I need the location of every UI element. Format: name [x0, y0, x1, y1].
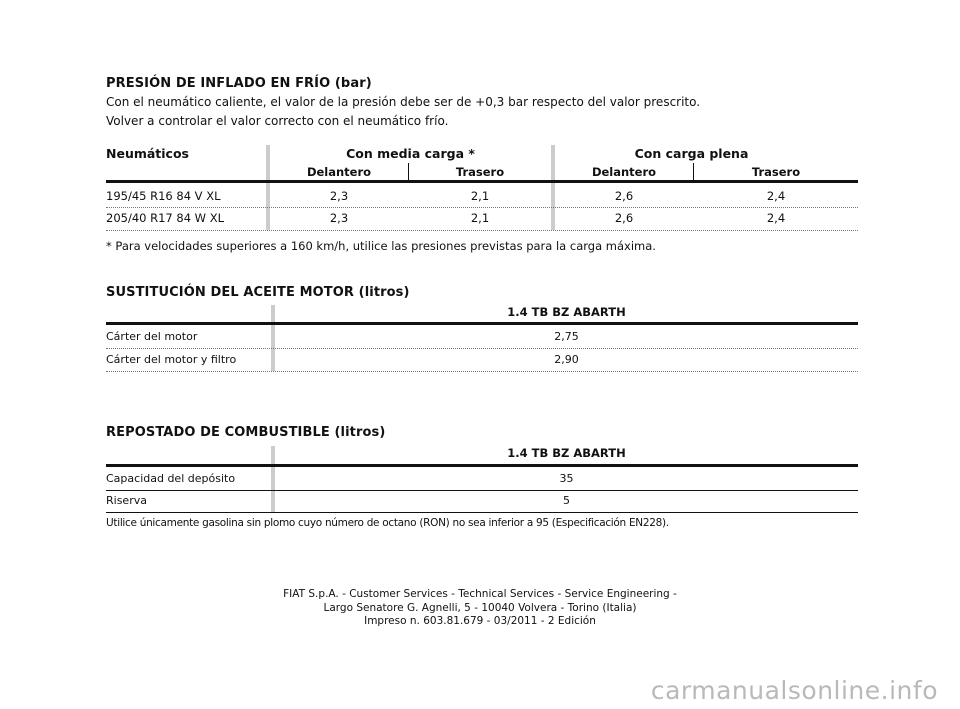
pressure-footnote: * Para velocidades superiores a 160 km/h, utilice las presiones previstas para la carga máxima.: [106, 239, 656, 253]
row-label: Cárter del motor: [106, 330, 198, 343]
header-tyres: Neumáticos: [106, 146, 189, 161]
fuel-title: REPOSTADO DE COMBUSTIBLE (litros): [106, 425, 386, 440]
header-rule: [106, 464, 858, 467]
full-rear-value: 2,4: [766, 189, 786, 203]
header-half-front: Delantero: [306, 165, 372, 179]
header-rule: [106, 180, 858, 183]
row-value: 2,75: [554, 330, 579, 343]
header-half-load: Con media carga *: [346, 146, 475, 161]
header-full-rear: Trasero: [751, 165, 801, 179]
header-half-rear: Trasero: [455, 165, 505, 179]
full-front-value: 2,6: [614, 189, 634, 203]
tyre-size: 205/40 R17 84 W XL: [106, 211, 224, 225]
row-value: 35: [559, 472, 574, 485]
half-rear-value: 2,1: [470, 211, 490, 225]
full-rear-value: 2,4: [766, 211, 786, 225]
half-rear-value: 2,1: [470, 189, 490, 203]
row-value: 5: [563, 494, 570, 507]
row-label: Riserva: [106, 494, 147, 507]
row-label: Capacidad del depósito: [106, 472, 236, 485]
row-divider: [106, 348, 858, 349]
footer-line2: Largo Senatore G. Agnelli, 5 - 10040 Volvera - Torino (Italia): [323, 602, 637, 614]
header-full-load: Con carga plena: [634, 146, 749, 161]
half-front-value: 2,3: [329, 189, 349, 203]
header-full-front: Delantero: [591, 165, 657, 179]
pressure-note-line1: Con el neumático caliente, el valor de la presión debe ser de +0,3 bar respecto del valor prescrito.: [106, 95, 701, 109]
row-divider: [106, 371, 858, 372]
row-value: 2,90: [554, 353, 579, 366]
oil-column-header: 1.4 TB BZ ABARTH: [507, 305, 626, 319]
tyre-size: 195/45 R16 84 V XL: [106, 189, 221, 203]
full-front-value: 2,6: [614, 211, 634, 225]
pressure-note-line2: Volver a controlar el valor correcto con el neumático frío.: [106, 114, 449, 128]
half-front-value: 2,3: [329, 211, 349, 225]
row-divider: [106, 490, 858, 491]
row-divider: [106, 230, 858, 231]
row-divider: [106, 512, 858, 513]
oil-title: SUSTITUCIÓN DEL ACEITE MOTOR (litros): [106, 285, 410, 300]
fuel-column-header: 1.4 TB BZ ABARTH: [507, 446, 626, 460]
pressure-title: PRESIÓN DE INFLADO EN FRÍO (bar): [106, 76, 372, 91]
watermark: carmanualsonline.info: [650, 676, 938, 705]
footer-line3: Impreso n. 603.81.679 - 03/2011 - 2 Edición: [364, 615, 596, 627]
fuel-footnote: Utilice únicamente gasolina sin plomo cuyo número de octano (RON) no sea inferior a 95 (Especificación EN228).: [106, 517, 669, 529]
header-rule: [106, 322, 858, 325]
row-label: Cárter del motor y filtro: [106, 353, 237, 366]
row-divider: [106, 207, 858, 208]
footer-line1: FIAT S.p.A. - Customer Services - Technical Services - Service Engineering -: [283, 588, 677, 600]
